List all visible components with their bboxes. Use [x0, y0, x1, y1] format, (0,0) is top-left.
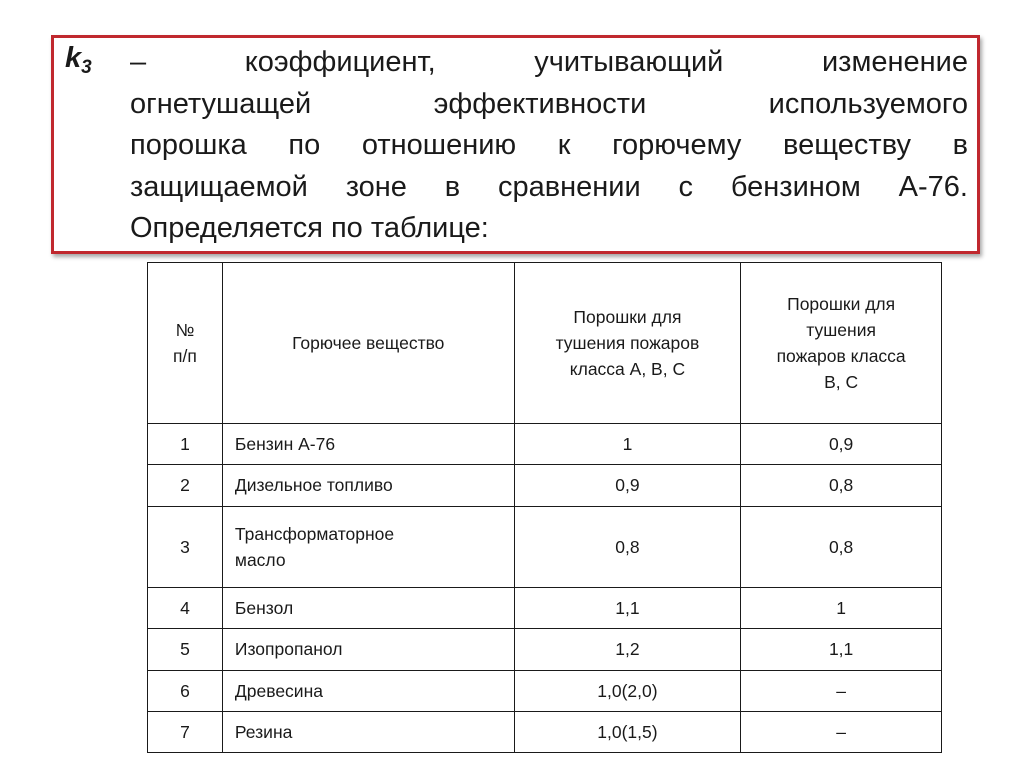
cell-powder-bc: –: [741, 671, 942, 712]
cell-powder-bc: 0,8: [741, 465, 942, 507]
definition-text: [130, 42, 968, 250]
cell-powder-bc: 1: [741, 588, 942, 629]
cell-powder-abc: 1,1: [514, 588, 741, 629]
cell-num: 6: [148, 671, 223, 712]
table-header-row: [148, 263, 942, 424]
cell-powder-abc: 1,0(2,0): [514, 671, 741, 712]
cell-substance: Трансформаторное масло: [222, 507, 514, 588]
cell-num: 3: [148, 507, 223, 588]
cell-num: 1: [148, 424, 223, 465]
cell-substance: Древесина: [222, 671, 514, 712]
cell-substance: Бензол: [222, 588, 514, 629]
header-num: № п/п: [148, 263, 223, 424]
cell-powder-bc: 1,1: [741, 629, 942, 671]
cell-powder-bc: –: [741, 712, 942, 753]
coefficient-symbol: $k_3$: [65, 42, 92, 78]
cell-powder-abc: 1,2: [514, 629, 741, 671]
cell-powder-abc: 0,9: [514, 465, 741, 507]
header-powder-bc: Порошки для тушения пожаров класса В, С: [741, 263, 942, 424]
definition-line: – коэффициент, учитывающий изменение: [130, 46, 968, 78]
table-row: [148, 588, 942, 629]
definition-line: Определяется по таблице:: [130, 212, 489, 244]
cell-num: 4: [148, 588, 223, 629]
cell-substance: Изопропанол: [222, 629, 514, 671]
header-substance: Горючее вещество: [222, 263, 514, 424]
cell-powder-abc: 0,8: [514, 507, 741, 588]
cell-substance: Резина: [222, 712, 514, 753]
header-powder-abc: Порошки для тушения пожаров класса А, В, С: [514, 263, 741, 424]
cell-num: 7: [148, 712, 223, 753]
definition-line: порошка по отношению к горючему веществу в: [130, 129, 968, 161]
cell-num: 5: [148, 629, 223, 671]
cell-num: 2: [148, 465, 223, 507]
cell-substance: Дизельное топливо: [222, 465, 514, 507]
definition-line: огнетушащей эффективности используемого: [130, 87, 968, 120]
cell-powder-abc: 1,0(1,5): [514, 712, 741, 753]
table-row: [148, 507, 942, 588]
table-row: [148, 629, 942, 671]
cell-powder-abc: 1: [514, 424, 741, 465]
cell-substance: Бензин А-76: [222, 424, 514, 465]
coefficient-table: [147, 262, 942, 753]
definition-line: защищаемой зоне в сравнении с бензином А-76.: [130, 170, 968, 203]
cell-powder-bc: 0,9: [741, 424, 942, 465]
table-row: [148, 712, 942, 753]
table-row: [148, 465, 942, 507]
table-row: [148, 424, 942, 465]
cell-powder-bc: 0,8: [741, 507, 942, 588]
table-row: [148, 671, 942, 712]
